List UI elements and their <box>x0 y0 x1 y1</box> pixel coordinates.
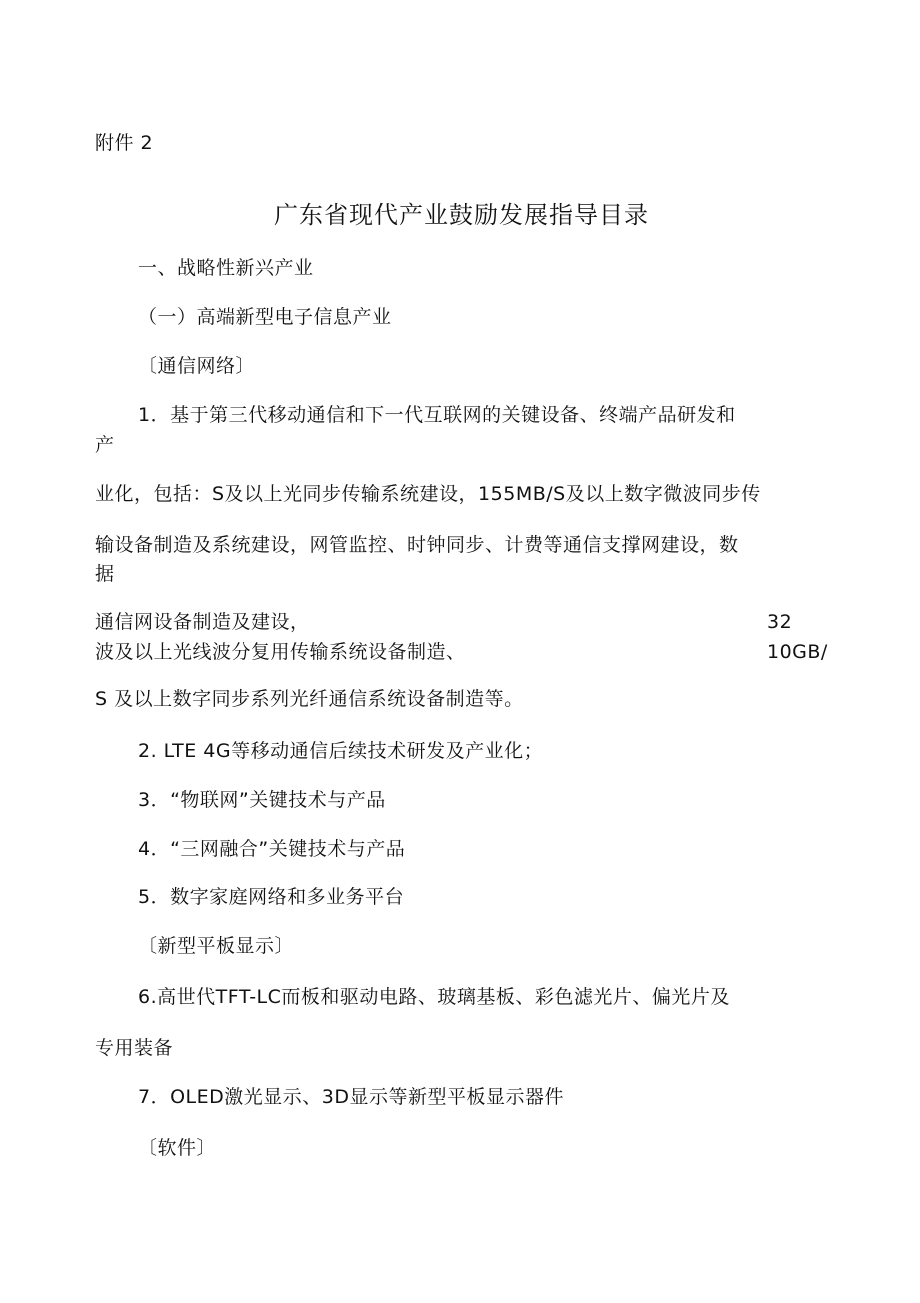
item-4: 4．“三网融合”关键技术与产品 <box>138 838 406 860</box>
item-1-line-d: 通信网设备制造及建设， <box>95 611 310 633</box>
item-1-line-e: 波及以上光线波分复用传输系统设备制造、 <box>95 641 466 663</box>
item-1-line-f: S 及以上数字同步系列光纤通信系统设备制造等。 <box>95 688 524 710</box>
item-7: 7．OLED激光显示、3D显示等新型平板显示器件 <box>138 1086 564 1108</box>
item-1-line-a-wrap: 产 <box>95 434 115 456</box>
category-heading-software: 〔软件〕 <box>138 1137 217 1159</box>
item-1-line-d-right: 32 <box>767 611 793 633</box>
item-1-line-b: 业化，包括：S及以上光同步传输系统建设，155MB/S及以上数字微波同步传 <box>95 483 761 505</box>
subsection-heading: （一）高端新型电子信息产业 <box>138 306 392 328</box>
item-2: 2. LTE 4G等移动通信后续技术研发及产业化； <box>138 740 544 762</box>
item-6-line-a: 6.高世代TFT-LC而板和驱动电路、玻璃基板、彩色滤光片、偏光片及 <box>138 986 730 1008</box>
item-1-line-e-right: 10GB/ <box>767 641 828 663</box>
attachment-label: 附件 2 <box>95 132 154 154</box>
item-3: 3．“物联网”关键技术与产品 <box>138 789 386 811</box>
item-1-line-c: 输设备制造及系统建设，网管监控、时钟同步、计费等通信支撑网建设，数 <box>95 534 739 556</box>
item-6-line-b: 专用装备 <box>95 1037 174 1059</box>
item-1-line-a: 1．基于第三代移动通信和下一代互联网的关键设备、终端产品研发和 <box>138 404 736 426</box>
category-heading-network: 〔通信网络〕 <box>138 355 256 377</box>
section-heading: 一、战略性新兴产业 <box>138 257 314 279</box>
document-title: 广东省现代产业鼓励发展指导目录 <box>274 201 649 229</box>
item-1-line-c-wrap: 据 <box>95 563 115 585</box>
item-5: 5．数字家庭网络和多业务平台 <box>138 886 405 908</box>
category-heading-display: 〔新型平板显示〕 <box>138 935 295 957</box>
